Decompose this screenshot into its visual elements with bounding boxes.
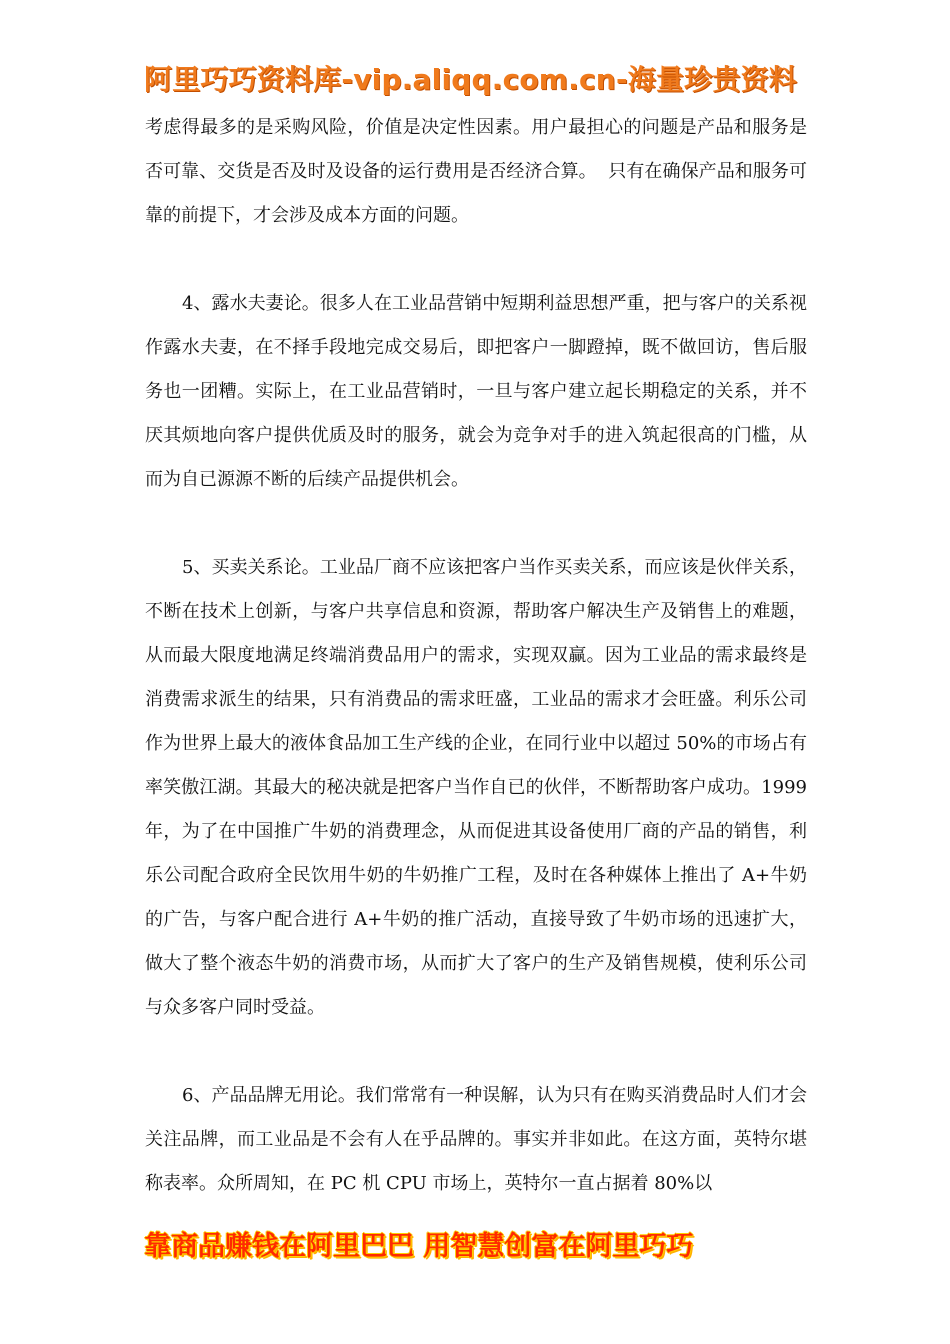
paragraph-continued: 考虑得最多的是采购风险，价值是决定性因素。用户最担心的问题是产品和服务是否可靠、交货是否及时及设备的运行费用是否经济合算。 只有在确保产品和服务可靠的前提下，才会涉及成本方面的问题。 — [145, 117, 807, 226]
paragraph-5: 5、买卖关系论。工业品厂商不应该把客户当作买卖关系，而应该是伙伴关系，不断在技术上创新，与客户共享信息和资源，帮助客户解决生产及销售上的难题，从而最大限度地满足终端消费品用户的需求，实现双赢。因为工业品的需求最终是消费需求派生的结果，只有消费品的需求旺盛，工业品的需求才会旺盛。利乐公司作为世界上最大的液体食品加工生产线的企业，在同行业中以超过 50%的市场占有率笑傲江湖。其最大的秘决就是把客户当作自已的伙伴，不断帮助客户成功。1999 年，为了在中国推广牛奶的消费理念，从而促进其设备使用厂商的产品的销售，利乐公司配合政府全民饮用牛奶的牛奶推广工程，及时在各种媒体上推出了 A+牛奶的广告，与客户配合进行 A+牛奶的推广活动，直接导致了牛奶市场的迅速扩大，做大了整个液态牛奶的消费市场，从而扩大了客户的生产及销售规模，使利乐公司与众多客户同时受益。 — [145, 557, 813, 1018]
header-banner: 阿里巧巧资料库-vip.aliqq.com.cn-海量珍贵资料 — [144, 63, 797, 96]
document-body — [145, 106, 813, 1206]
footer-banner: 靠商品赚钱在阿里巴巴 用智慧创富在阿里巧巧 — [144, 1231, 694, 1262]
paragraph-6: 6、产品品牌无用论。我们常常有一种误解，认为只有在购买消费品时人们才会关注品牌，而工业品是不会有人在乎品牌的。事实并非如此。在这方面，英特尔堪称表率。众所周知，在 PC 机 CPU 市场上，英特尔一直占据着 80%以 — [145, 1085, 807, 1194]
paragraph-4: 4、露水夫妻论。很多人在工业品营销中短期利益思想严重，把与客户的关系视作露水夫妻，在不择手段地完成交易后，即把客户一脚蹬掉，既不做回访，售后服务也一团糟。实际上，在工业品营销时，一旦与客户建立起长期稳定的关系，并不厌其烦地向客户提供优质及时的服务，就会为竞争对手的进入筑起很高的门槛，从而为自已源源不断的后续产品提供机会。 — [145, 293, 807, 490]
